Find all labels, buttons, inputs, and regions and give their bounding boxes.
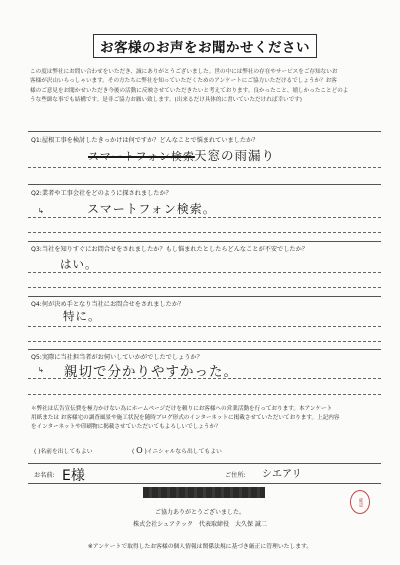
redaction-bar	[143, 487, 265, 498]
option-name-ok[interactable]: ( )名前を出してもよい	[34, 449, 93, 455]
name-row-top-rule	[28, 463, 381, 464]
q3-label: Q3:当社を知りすぐにお問合せをされましたか？もし悩まれたとしたらどんなことが不安でしたか？	[31, 246, 308, 253]
q2-mark: ↳	[38, 207, 44, 215]
q3-top-rule	[28, 241, 381, 242]
q3-answer-rule	[28, 272, 381, 273]
q4-answer-rule-2	[28, 341, 381, 342]
privacy-text: ※アンケートで取得したお客様の個人情報は関係法規に基づき厳正に管理いたします。	[87, 544, 313, 550]
q2-answer: スマートフォン検索。	[87, 202, 216, 216]
name-label: お名前:	[34, 472, 55, 479]
q4-label: Q4:何が決め手となり当社にお問合せをされましたか？	[31, 301, 185, 308]
q4-answer-rule	[28, 326, 381, 327]
seal-stamp: 確認	[350, 490, 370, 514]
option-name-ok-label: )名前を出してもよい	[38, 449, 93, 455]
name-row-bottom-rule	[28, 483, 381, 484]
intro-line: この度は弊社にお問い合わせをいただき、誠にありがとうございました。世の中には弊社の存在やサービスをご存知ないお	[30, 69, 338, 75]
notice-line: をインターネットや印刷物に掲載させていただいてもよろしいでしょうか？	[31, 424, 221, 430]
q4-top-rule	[28, 296, 381, 297]
q1-answer-struck: スマートフォン検索	[88, 150, 195, 163]
publication-notice	[31, 405, 376, 432]
q1-answer: 天窓の雨漏り	[194, 148, 276, 163]
option-initial-ok[interactable]: ( O )イニシャルなら出してもよい	[132, 446, 222, 455]
q4-answer: 特に。	[63, 309, 101, 323]
q2-top-rule	[28, 184, 381, 185]
company-text: 株式会社シュアテック 代表取締役 大久保 誠二	[133, 521, 267, 528]
option-initial-mark: O	[136, 446, 143, 455]
intro-text	[30, 68, 370, 105]
notice-line: 用紙または お客様宅の調査風景や施工状況を随時ブログ形式のインターネットに掲載させていただいております。上記内容	[31, 415, 340, 421]
name-value: E様	[62, 468, 85, 484]
q5-label: Q5:実際に当社担当者がお伺いしていかがでしたでしょうか？	[31, 354, 203, 361]
q1-label: Q1:屋根工事を検討したきっかけは何ですか？どんなことで悩まれていましたか？	[31, 137, 259, 144]
address-value: シエアリ	[262, 469, 302, 480]
q1-top-rule	[28, 131, 381, 132]
q2-label: Q2:業者や工事会社をどのように探されましたか？	[31, 190, 172, 197]
intro-line: 客様が沢山いらっしゃいます。その方たちに弊社を知っていただくためのアンケートにご協力いただけるでしょうか？お客	[30, 78, 337, 85]
q2-answer-rule	[28, 217, 381, 218]
option-initial-ok-label: イニシャルなら出してもよい	[146, 449, 222, 455]
address-label: ご住所:	[225, 472, 246, 479]
q1-answer-rule	[28, 167, 381, 168]
q5-mark: ↳	[38, 366, 44, 374]
q5-answer-rule	[28, 378, 381, 379]
q5-answer-rule-2	[28, 394, 381, 395]
q3-answer-rule-2	[28, 287, 381, 288]
q5-answer: 親切で分かりやすかった。	[64, 364, 238, 380]
q3-answer: はい。	[60, 257, 98, 271]
q2-answer-rule-2	[28, 232, 381, 233]
page-title: お客様のお声をお聞かせください	[93, 34, 317, 58]
thanks-text: ご協力ありがとうございました。	[154, 509, 245, 516]
notice-line: ＊弊社は広告宣伝費を極力かけない為にホームページだけを頼りにお客様への営業活動を行っております。本アンケート	[31, 406, 333, 412]
q5-top-rule	[28, 349, 381, 350]
intro-line: 様のご意見をお聞かせいただき今後の活動に反映させていただきたいと考えております。良かったこと、嬉しかったことどのよ	[30, 87, 349, 94]
intro-line: うな些細な事でも結構です。是非ご協力お願い致します。(出来るだけ具体的に書いていただければ幸いです)	[30, 96, 302, 103]
